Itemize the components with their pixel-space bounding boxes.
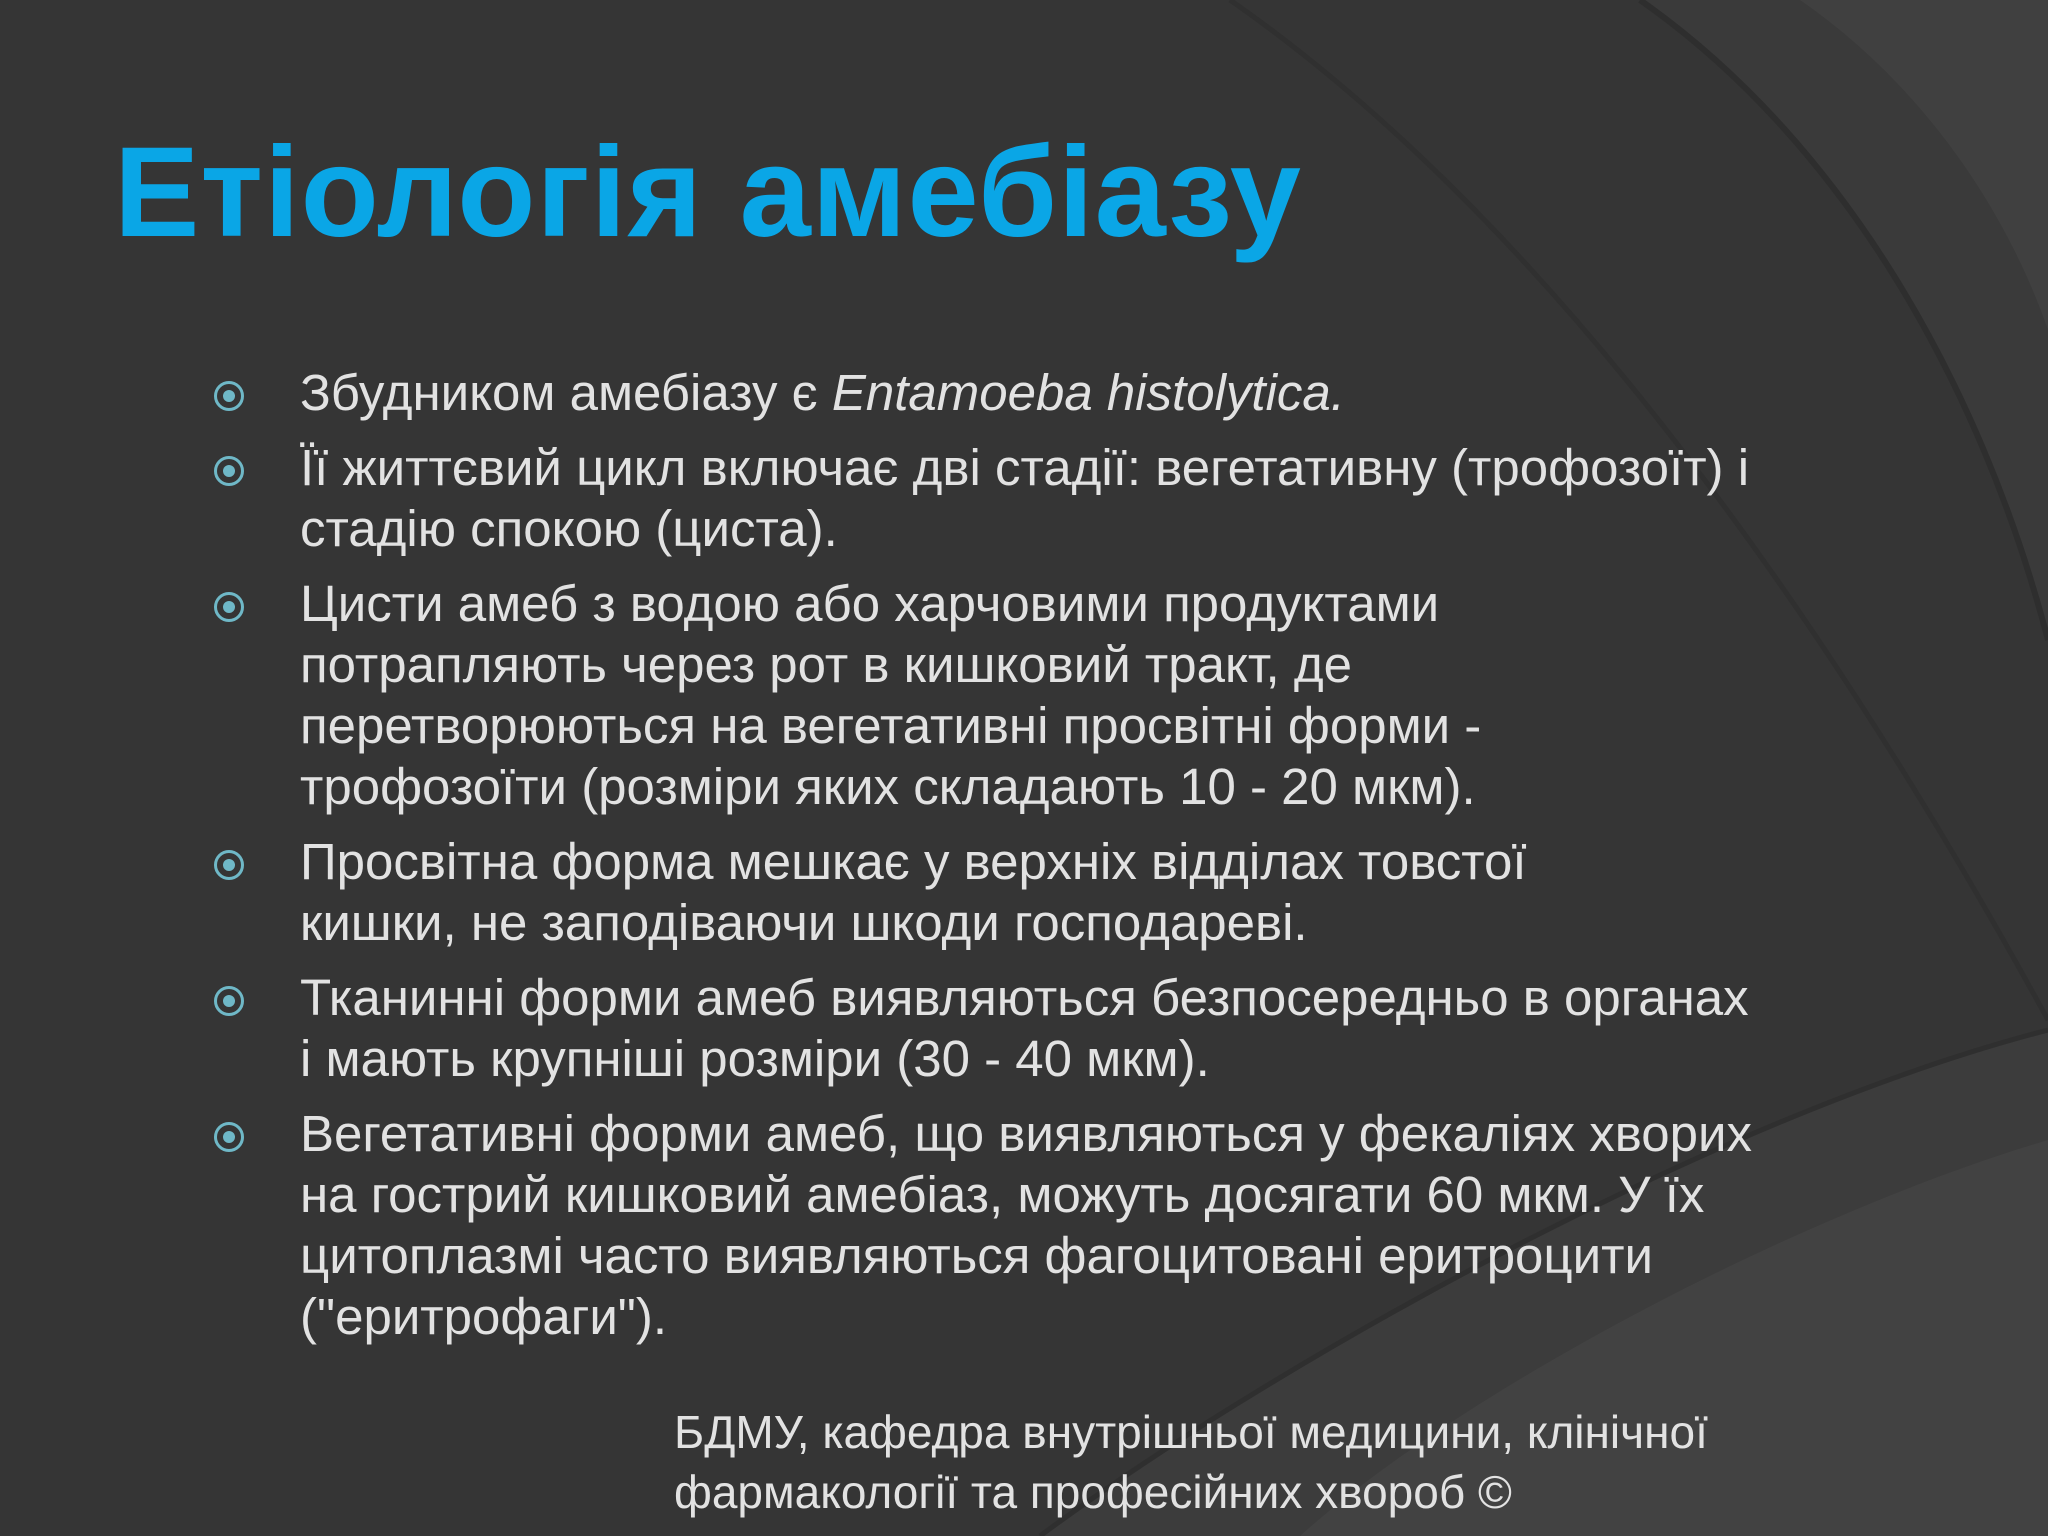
bullet-item (300, 1103, 1940, 1347)
bullet-line: Вегетативні форми амеб, що виявляються у фекаліях хворих (300, 1105, 1753, 1162)
bullet-line: цитоплазмі часто виявляються фагоцитовані еритроцити (300, 1227, 1653, 1284)
bullet-line: кишки, не заподіваючи шкоди господареві. (300, 894, 1308, 951)
circled-dot-bullet-icon (214, 381, 244, 411)
bullet-line: Цисти амеб з водою або харчовими продуктами (300, 575, 1440, 632)
bullet-line: ("еритрофаги"). (300, 1288, 668, 1345)
bullet-item (300, 831, 1940, 953)
circled-dot-bullet-icon (214, 1122, 244, 1152)
circled-dot-bullet-icon (214, 986, 244, 1016)
bullet-list (300, 362, 1940, 1361)
bullet-text: Збудником амебіазу є (300, 364, 832, 421)
bullet-line: стадію спокою (циста). (300, 500, 838, 557)
bullet-item (300, 573, 1940, 817)
bullet-text-italic: Entamoeba histolytica. (831, 364, 1345, 421)
footer-attribution (674, 1402, 1974, 1522)
bullet-line: трофозоїти (розміри яких складають 10 - 20 мкм). (300, 758, 1476, 815)
bullet-line: Її життєвий цикл включає дві стадії: вегетативну (трофозоїт) і (300, 439, 1750, 496)
bullet-line: Просвітна форма мешкає у верхніх відділах товстої (300, 833, 1527, 890)
circled-dot-bullet-icon (214, 592, 244, 622)
bullet-line: на гострий кишковий амебіаз, можуть досягати 60 мкм. У їх (300, 1166, 1705, 1223)
bullet-line: потрапляють через рот в кишковий тракт, де (300, 636, 1352, 693)
bullet-item (300, 437, 1940, 559)
footer-line: БДМУ, кафедра внутрішньої медицини, клінічної (674, 1406, 1708, 1458)
bullet-item (300, 967, 1940, 1089)
circled-dot-bullet-icon (214, 850, 244, 880)
circled-dot-bullet-icon (214, 456, 244, 486)
bullet-line: Тканинні форми амеб виявляються безпосередньо в органах (300, 969, 1749, 1026)
bullet-line: перетворюються на вегетативні просвітні форми - (300, 697, 1482, 754)
slide-title: Етіологія амебіазу (114, 121, 1302, 264)
bullet-item (300, 362, 1940, 423)
bullet-line: і мають крупніші розміри (30 - 40 мкм). (300, 1030, 1210, 1087)
footer-line: фармакології та професійних хвороб © (674, 1466, 1512, 1518)
